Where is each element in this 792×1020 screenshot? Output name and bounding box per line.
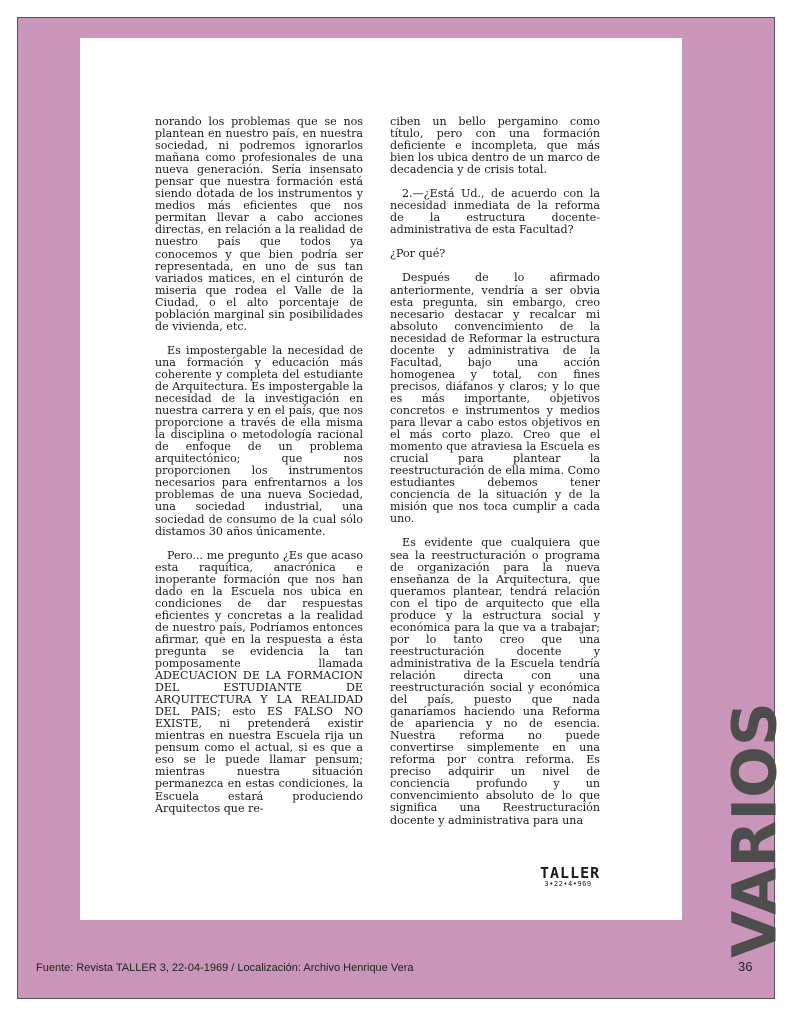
question-paragraph: 2.—¿Está Ud., de acuerdo con la necesidad inmediata de la reforma de la estructura docente-administrativa de esta Facultad? — [390, 187, 600, 237]
logo-name: TALLER — [540, 864, 601, 882]
paragraph: norando los problemas que se nos plantean en nuestro país, en nuestra sociedad, ni podremos ignorarlos mañana como profesionales de una nueva generación. Sería insensato pensar que nuestra formación está siendo dotada de los instrumentos y medios más eficientes que nos permitan llevar a cabo acciones directas, en relación a la realidad de nuestro país que todos ya conocemos y que bien podría ser representada, en uno de sus tan variados matices, en el cinturón de miseria que rodea el Valle de la Ciudad, o el alto porcentaje de población marginal sin posibilidades de vivienda, etc. — [155, 115, 363, 333]
question-why: ¿Por qué? — [390, 247, 446, 261]
text-column-right — [390, 116, 600, 839]
text-column-left — [155, 116, 363, 827]
paragraph: Después de lo afirmado anteriormente, vendría a ser obvia esta pregunta, sin embargo, creo necesario destacar y recalcar mi absoluto convencimiento de la necesidad de Reformar la estructura docente y administrativa de la Facultad, bajo una acción homogenea y total, con fines precisos, diáfanos y claros; y lo que es más importante, objetivos concretos e instrumentos y medios para llevar a cabo estos objetivos en el más corto plazo. Creo que el momento que atraviesa la Escuela es crucial para plantear la reestructuración de ella mima. Como estudiantes debemos tener conciencia de la situación y de la misión que nos toca cumplir a cada uno. — [390, 271, 600, 526]
paragraph: Pero... me pregunto ¿Es que acaso esta raquítica, anacrónica e inoperante formación que nos han dado en la Escuela nos ubica en condiciones de dar respuestas eficientes y concretas a la realidad de nuestro país, Podríamos entonces afirmar, que en la respuesta a ésta pregunta se evidencia la tan pomposamente llamada ADECUACION DE LA FORMACION DEL ESTUDIANTE DE ARQUITECTURA Y LA REALIDAD DEL PAIS; esto ES FALSO NO EXISTE, ni pretenderá existir mientras en nuestra Escuela rija un pensum como el actual, si es que a eso se le puede llamar pensum; mientras nuestra situación permanezca en estas condiciones, la Escuela estará produciendo Arquitectos que re- — [155, 548, 363, 815]
source-footer: Fuente: Revista TALLER 3, 22-04-1969 / Localización: Archivo Henrique Vera — [36, 962, 414, 974]
taller-logo — [540, 864, 601, 888]
page-number: 36 — [738, 959, 753, 974]
section-label: VARIOS — [719, 702, 791, 958]
logo-date: 3•22•4•969 — [544, 880, 592, 888]
paragraph: Es impostergable la necesidad de una formación y educación más coherente y completa del estudiante de Arquitectura. Es impostergable la necesidad de la investigación en nuestra carrera y en el país, que nos proporcione a través de ella misma la disciplina o metodología racional de enfoque de un problema arquitectónico; que nos proporcionen los instrumentos necesarios para enfrentarnos a los problemas de una nueva Sociedad, una sociedad industrial, una sociedad de consumo de la cual sólo distamos 30 años únicamente. — [155, 343, 363, 538]
paragraph: Es evidente que cualquiera que sea la reestructuración o programa de organización para la nueva enseñanza de la Arquitectura, que queramos plantear, tendrá relación con el tipo de arquitecto que ella produce y la estructura social y económica para la que va a trabajar; por lo tanto creo que una reestructuración docente y administrativa de la Escuela tendría relación directa con una reestructuración social y económica del país, puesto que nada ganaríamos haciendo una Reforma de apariencia y no de esencia. Nuestra reforma no puede convertirse simplemente en una reforma por contra reforma. Es preciso adquirir un nivel de conciencia profundo y un convencimiento absoluto de lo que significa una Reestructuración docente y administrativa para una — [390, 536, 600, 827]
paragraph: ciben un bello pergamino como título, pero con una formación deficiente e incompleta, que más bien los ubica dentro de un marco de decadencia y de crisis total. — [390, 115, 600, 177]
